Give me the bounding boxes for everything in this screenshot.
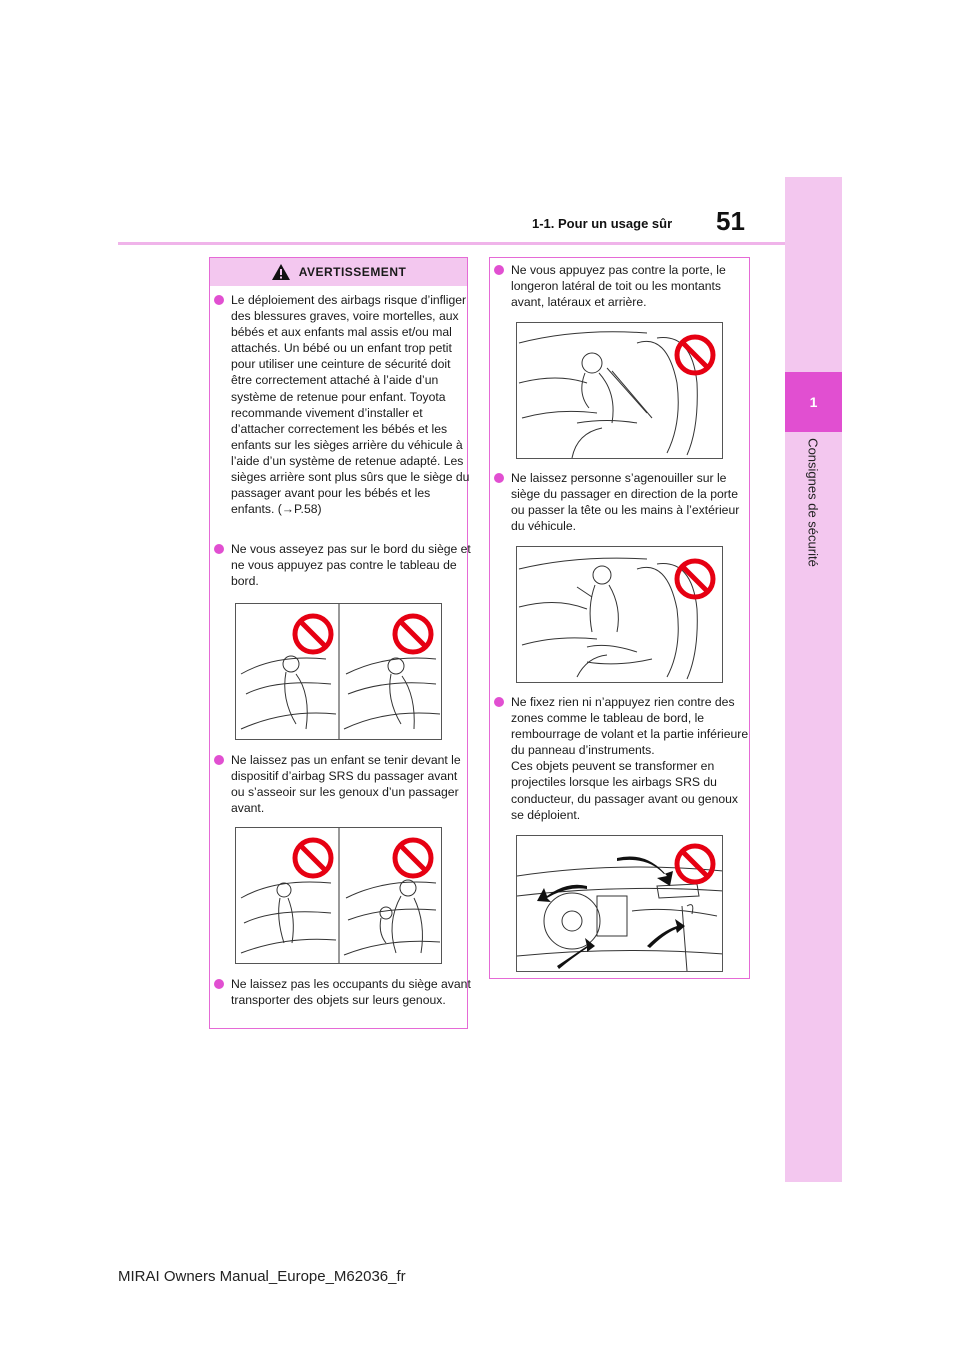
prohibition-icon (677, 337, 713, 373)
figure-child-front-airbag (235, 827, 442, 964)
prohibition-icon (295, 616, 331, 652)
warning-title: AVERTISSEMENT (298, 265, 407, 279)
list-item (214, 292, 471, 517)
bullet-icon (214, 979, 224, 989)
chapter-label: Consignes de sécurité (805, 438, 821, 567)
list-item (214, 541, 471, 589)
bullet-icon (494, 697, 504, 707)
prohibition-icon (677, 846, 713, 882)
chapter-number: 1 (785, 372, 842, 432)
header-divider (118, 242, 785, 245)
prohibition-icon (395, 840, 431, 876)
chapter-side-tab (785, 177, 842, 1182)
warning-header (210, 258, 467, 286)
list-item (494, 262, 751, 310)
item-text: Ne laissez pas les occupants du siège avant transporter des objets sur leurs genoux. (231, 977, 471, 1008)
prohibition-icon (395, 616, 431, 652)
bullet-icon (494, 265, 504, 275)
figure-leaning-dashboard (235, 603, 442, 740)
bullet-icon (494, 473, 504, 483)
footer-manual-title: MIRAI Owners Manual_Europe_M62036_fr (118, 1268, 406, 1285)
prohibition-icon (677, 561, 713, 597)
list-item (214, 752, 471, 816)
item-text: Le déploiement des airbags risque d’infliger des blessures graves, voire mortelles, aux bébés et aux enfants mal assis et/ou mal attachés. Un bébé ou un enfant trop petit pour utiliser une ceinture de sécurité doit être correctement attaché à l’aide d’un système de retenue pour enfant. Toyota recommande vivement d’installer et d’attacher correctement les bébés et les enfants sur les sièges arrière du véhicule à l’aide d’un système de retenue adapté. Les sièges arrière sont plus sûrs que le siège du passager avant pour les bébés et les enfants. (→P.58) (231, 293, 470, 517)
list-item (494, 470, 751, 534)
figure-leaning-door (516, 322, 723, 459)
figure-kneeling-seat (516, 546, 723, 683)
item-text: Ne vous appuyez pas contre la porte, le longeron latéral de toit ou les montants avant, latéraux et arrière. (511, 263, 726, 310)
section-title: 1-1. Pour un usage sûr (532, 216, 673, 231)
warning-triangle-icon (271, 263, 291, 281)
item-text: Ne laissez pas un enfant se tenir devant le dispositif d’airbag SRS du passager avant ou s’asseoir sur les genoux d’un passager avant. (231, 753, 461, 816)
bullet-icon (214, 755, 224, 765)
item-text: Ne laissez personne s’agenouiller sur le siège du passager en direction de la porte ou passer la tête ou les mains à l’extérieur du véhicule. (511, 471, 740, 534)
list-item (494, 694, 751, 823)
item-text: Ne fixez rien ni n’appuyez rien contre des zones comme le tableau de bord, le rembourrage de volant et la partie inférieure du panneau d’instruments. (511, 695, 749, 758)
bullet-icon (214, 544, 224, 554)
prohibition-icon (295, 840, 331, 876)
page-number: 51 (716, 206, 745, 236)
list-item (214, 976, 471, 1008)
item-text-continued: Ces objets peuvent se transformer en projectiles lorsque les airbags SRS du conducteur, du passager avant ou genoux se déploient. (511, 759, 738, 822)
figure-objects-dashboard (516, 835, 723, 972)
bullet-icon (214, 295, 224, 305)
item-text: Ne vous asseyez pas sur le bord du siège et ne vous appuyez pas contre le tableau de bord. (231, 542, 471, 589)
